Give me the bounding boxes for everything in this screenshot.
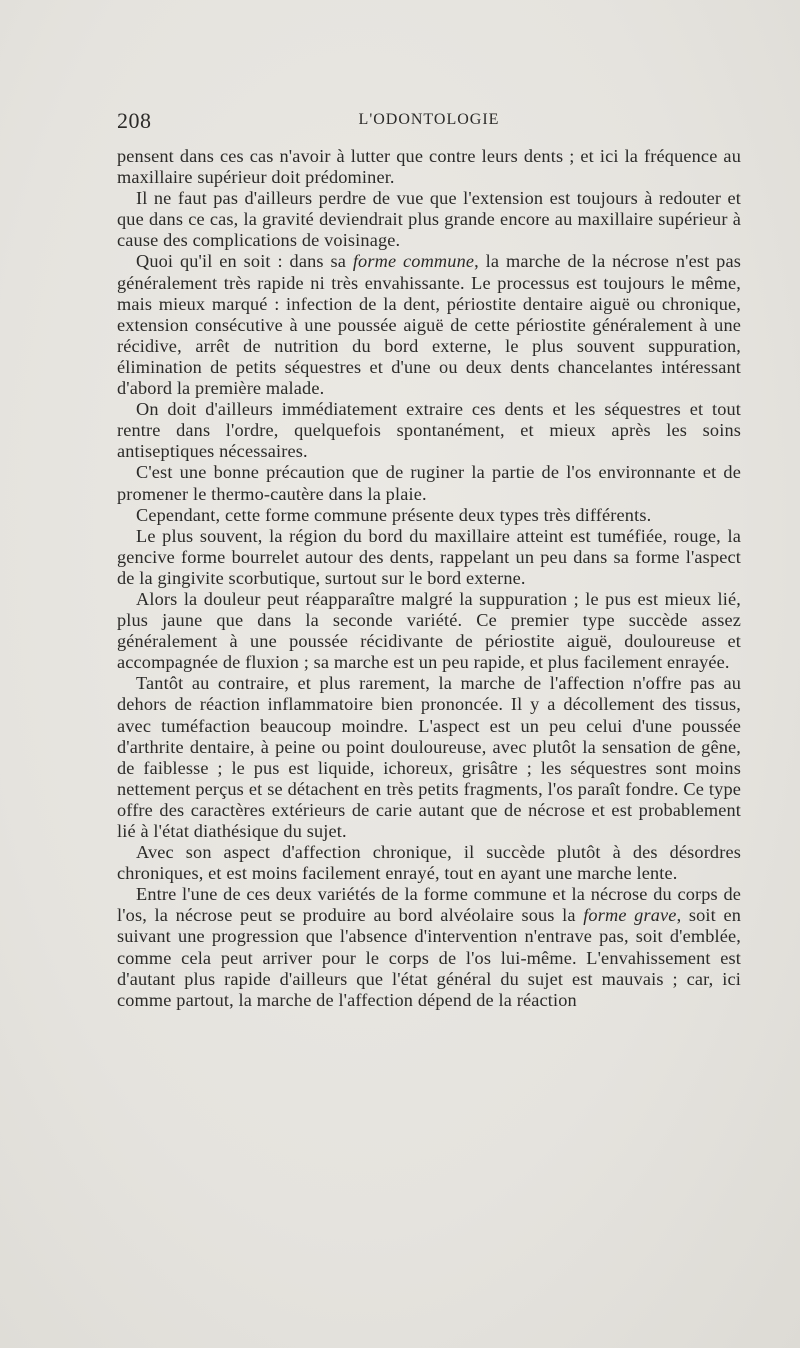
paragraph-text: , soit en suivant une progression que l'absence d'intervention n'entrave pas, soit d'emblée, comme cela peut arriver pour le corps de l'os lui-même. L'envahissement est d'autant plus rapide d'ailleurs que l'état général du sujet est mauvais ; car, ici comme partout, la marche de l'affection dépend de la réaction [117,905,741,1010]
paragraph: Le plus souvent, la région du bord du maxillaire atteint est tuméfiée, rouge, la gencive forme bourrelet autour des dents, rappelant un peu dans sa forme l'aspect de la gingivite scorbutique, surtout sur le bord externe. [117,525,741,588]
italic-term: forme grave [583,905,677,926]
paragraph: Alors la douleur peut réapparaître malgré la suppuration ; le pus est mieux lié, plus jaune que dans la seconde variété. Ce premier type succède assez généralement à une poussée récidivante de périostite aiguë, douloureuse et accompagnée de fluxion ; sa marche est un peu rapide, et plus facilement enrayée. [117,588,741,673]
running-title: L'ODONTOLOGIE [358,111,500,128]
paragraph: On doit d'ailleurs immédiatement extraire ces dents et les séquestres et tout rentre dans l'ordre, quelquefois spontanément, et mieux après les soins antiseptiques nécessaires. [117,399,741,462]
paragraph-text: , la marche de la nécrose n'est pas généralement très rapide ni très envahissante. Le processus est toujours le même, mais mieux marqué : infection de la dent, périostite dentaire aiguë ou chronique, extension consécutive à une poussée aiguë de cette périostite généralement à une récidive, arrêt de nutrition du bord externe, le plus souvent suppuration, élimination de petits séquestres et d'une ou deux dents chancelantes intéressant d'abord la première malade. [117,251,741,399]
paragraph: Il ne faut pas d'ailleurs perdre de vue que l'extension est toujours à redouter et que dans ce cas, la gravité deviendrait plus grande encore au maxillaire supérieur à cause des complications de voisinage. [117,188,741,251]
paragraph-text: Entre l'une de ces deux variétés de la forme commune et la nécrose du corps de l'os, la nécrose peut se produire au bord alvéolaire sous la [117,884,741,926]
paragraph [117,884,741,1011]
paragraph: Tantôt au contraire, et plus rarement, la marche de l'affection n'offre pas au dehors de réaction inflammatoire bien prononcée. Il y a décollement des tissus, avec tuméfaction beaucoup moindre. L'aspect est un peu celui d'une poussée d'arthrite dentaire, à peine ou point douloureuse, avec plutôt la sensation de gêne, de faiblesse ; le pus est liquide, ichoreux, grisâtre ; les séquestres sont moins nettement perçus et se détachent en très petits fragments, l'os paraît fondre. Ce type offre des caractères extérieurs de carie autant que de nécrose et est probablement lié à l'état diathésique du sujet. [117,673,741,841]
paragraph: C'est une bonne précaution que de ruginer la partie de l'os environnante et de promener le thermo-cautère dans la plaie. [117,462,741,504]
paragraph: pensent dans ces cas n'avoir à lutter que contre leurs dents ; et ici la fréquence au maxillaire supérieur doit prédominer. [117,146,741,188]
paragraph-text: Quoi qu'il en soit : dans sa [136,251,353,272]
paragraph [117,251,741,399]
italic-term: forme commune [352,251,475,272]
page-number: 208 [117,108,152,133]
body-text [117,146,741,1011]
paragraph: Avec son aspect d'affection chronique, il succède plutôt à des désordres chroniques, et est moins facilement enrayé, tout en ayant une marche lente. [117,842,741,884]
page-header [117,108,741,138]
paragraph: Cependant, cette forme commune présente deux types très différents. [136,504,652,525]
